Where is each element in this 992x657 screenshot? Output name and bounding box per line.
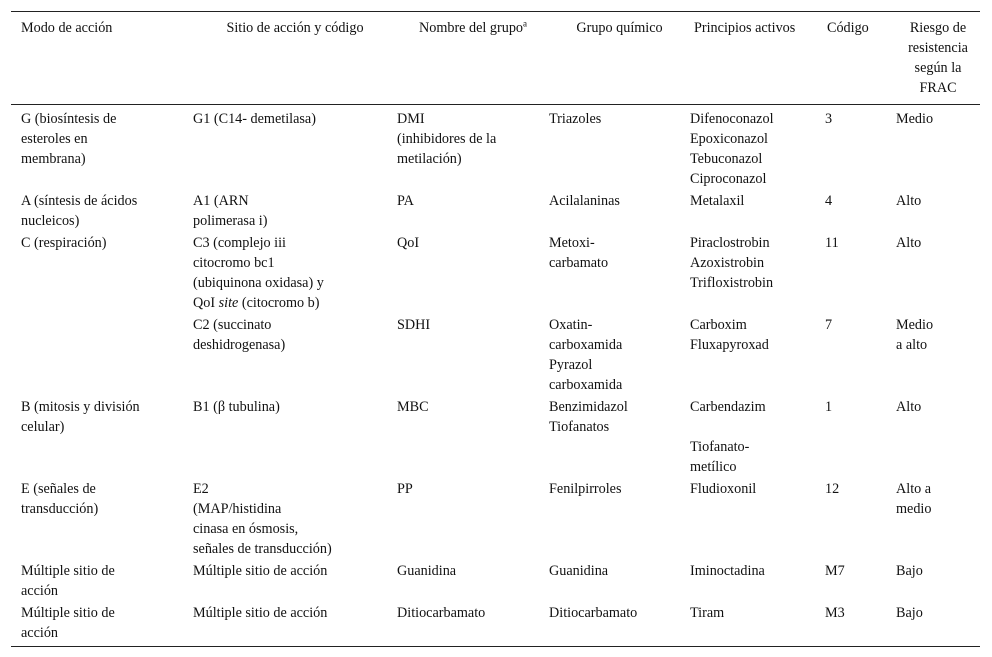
cell-sitio: E2 (MAP/histidina cinasa en ósmosis, señales de transducción): [193, 481, 332, 557]
cell-riesgo: Medio a alto: [896, 317, 934, 353]
header-modo: Modo de acción: [11, 12, 193, 105]
footnote-marker: a: [523, 18, 528, 29]
table-row: [11, 105, 980, 190]
cell-nombre: Ditiocarbamato: [397, 605, 486, 621]
cell-grupo: Metoxi- carbamato: [549, 235, 609, 271]
cell-sitio: C3 (complejo iii citocromo bc1 (ubiquinona oxidasa) y QoI site (citocromo b): [193, 235, 324, 311]
cell-codigo: 12: [825, 481, 840, 497]
cell-sitio: Múltiple sitio de acción: [193, 605, 328, 621]
table-row: [11, 477, 980, 559]
header-sitio: Sitio de acción y código: [193, 12, 397, 105]
cell-codigo: 3: [825, 111, 833, 127]
header-nombre: Nombre del grupo$^a$: [397, 12, 549, 105]
table-row: [11, 559, 980, 601]
cell-modo: A (síntesis de ácidos nucleicos): [21, 193, 138, 229]
cell-grupo: Triazoles: [549, 111, 602, 127]
table-row: [11, 313, 980, 395]
table-row: [11, 231, 980, 313]
table-header-row: [11, 12, 980, 105]
cell-nombre: Guanidina: [397, 563, 457, 579]
header-grupo: Grupo químico: [549, 12, 690, 105]
cell-sitio: A1 (ARN polimerasa i): [193, 193, 268, 229]
cell-riesgo: Bajo: [896, 563, 923, 579]
cell-principios: Metalaxil: [690, 193, 745, 209]
cell-riesgo: Medio: [896, 111, 934, 127]
cell-principios: Piraclostrobin Azoxistrobin Trifloxistrobin: [690, 235, 774, 291]
table-row: [11, 601, 980, 643]
cell-principios: Carboxim Fluxapyroxad: [690, 317, 769, 353]
cell-grupo: Benzimidazol Tiofanatos: [549, 399, 628, 435]
fungicide-resistance-table: [11, 12, 980, 643]
cell-nombre: QoI: [397, 235, 420, 251]
cell-codigo: M7: [825, 563, 845, 579]
table-row: [11, 189, 980, 231]
cell-principios: Carbendazim Tiofanato- metílico: [690, 399, 766, 475]
cell-modo: Múltiple sitio de acción: [21, 605, 115, 641]
cell-riesgo: Alto a medio: [896, 481, 932, 517]
cell-principios: Iminoctadina: [690, 563, 765, 579]
cell-modo: Múltiple sitio de acción: [21, 563, 115, 599]
cell-riesgo: Bajo: [896, 605, 923, 621]
cell-nombre: DMI (inhibidores de la metilación): [397, 111, 497, 167]
cell-principios: Tiram: [690, 605, 725, 621]
cell-nombre: MBC: [397, 399, 429, 415]
cell-nombre: PA: [397, 193, 414, 209]
cell-modo: E (señales de transducción): [21, 481, 99, 517]
cell-modo: B (mitosis y división celular): [21, 399, 140, 435]
cell-grupo: Oxatin- carboxamida Pyrazol carboxamida: [549, 317, 623, 393]
cell-codigo: 7: [825, 317, 833, 333]
cell-riesgo: Alto: [896, 193, 922, 209]
cell-sitio: C2 (succinato deshidrogenasa): [193, 317, 286, 353]
cell-grupo: Acilalaninas: [549, 193, 620, 209]
cell-codigo: 11: [825, 235, 839, 251]
cell-grupo: Ditiocarbamato: [549, 605, 638, 621]
cell-modo: [11, 313, 193, 395]
cell-principios: Difenoconazol Epoxiconazol Tebuconazol Ciproconazol: [690, 111, 774, 187]
cell-principios: Fludioxonil: [690, 481, 757, 497]
cell-modo: G (biosíntesis de esteroles en membrana): [21, 111, 117, 167]
cell-nombre: PP: [397, 481, 413, 497]
fungicide-table-frame: [11, 11, 980, 647]
cell-codigo: 1: [825, 399, 833, 415]
cell-modo: C (respiración): [21, 235, 107, 251]
cell-sitio: B1 (β tubulina): [193, 399, 280, 415]
header-riesgo: Riesgo de resistencia según la FRAC: [896, 12, 980, 105]
header-codigo: Código: [825, 12, 896, 105]
cell-grupo: Fenilpirroles: [549, 481, 622, 497]
cell-grupo: Guanidina: [549, 563, 609, 579]
cell-riesgo: Alto: [896, 399, 922, 415]
cell-nombre: SDHI: [397, 317, 431, 333]
cell-sitio: Múltiple sitio de acción: [193, 563, 328, 579]
cell-riesgo: Alto: [896, 235, 922, 251]
cell-sitio: G1 (C14- demetilasa): [193, 111, 316, 127]
cell-codigo: M3: [825, 605, 845, 621]
cell-codigo: 4: [825, 193, 833, 209]
table-row: [11, 395, 980, 477]
header-principios: Principios activos: [690, 12, 825, 105]
